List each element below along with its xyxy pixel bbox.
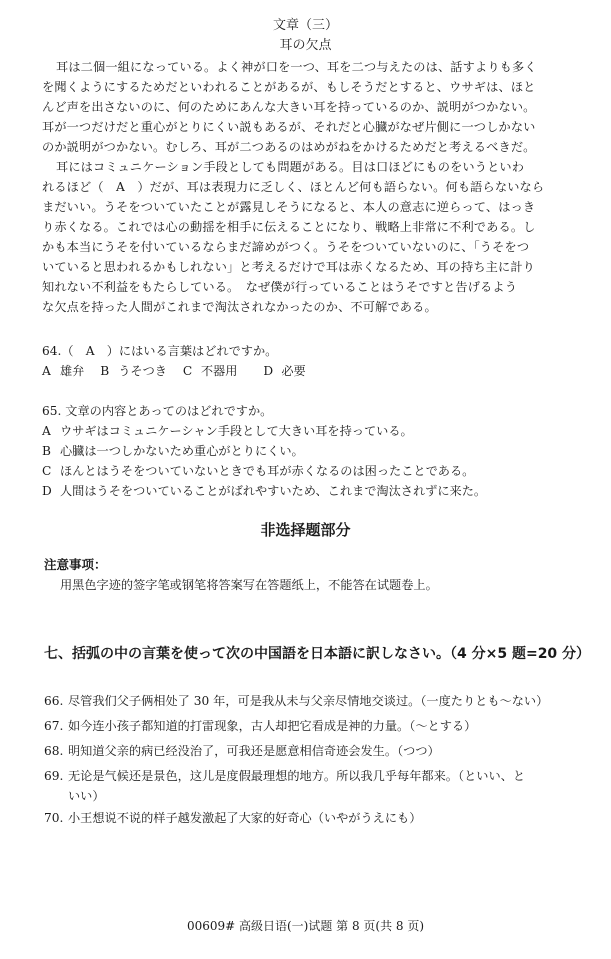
notice-label: 注意事项： — [44, 557, 107, 572]
option-c: C 不器用 — [182, 364, 238, 378]
question-65-option-a: A ウサギはコミュニケーシャン手段として大きい耳を持っている。 — [42, 424, 413, 438]
passage-line: かも本当にうそを付いているならまだ諦めがつく。うそをついていないのに、「うそをつ — [42, 240, 530, 254]
passage-header: 文章（三） — [272, 18, 338, 33]
question-69-continued: いい） — [68, 789, 105, 803]
passage-line: 耳が一つだけだと重心がとりにくい説もあるが、それだと心臓がなぜ片側に一つしかない — [42, 120, 536, 134]
question-70: 70. 小王想说不说的样子越发激起了大家的好奇心（いやがうえにも） — [44, 811, 422, 825]
option-b: B うそつき — [100, 364, 167, 378]
passage-line: のか説明がつかない。むしろ、耳が二つあるのはめがねをかけるためだと考えるべきだ。 — [42, 140, 536, 154]
part7-heading: 七、括弧の中の言葉を使って次の中国語を日本語に訳しなさい。（4 分×5 题=20 分） — [44, 646, 591, 662]
question-65-option-c: C ほんとはうそをついていないときでも耳が赤くなるのは困ったことである。 — [42, 464, 475, 478]
question-64-stem: 64.（ A ）にはいる言葉はどれですか。 — [42, 344, 278, 358]
question-69: 69. 无论是气候还是景色，这儿是度假最理想的地方。所以我几乎每年都来。（といい、と — [44, 769, 526, 783]
page-footer: 00609# 高级日语(一)试题 第 8 页(共 8 页) — [186, 919, 425, 933]
question-65-option-b: B 心臓は一つしかないため重心がとりにくい。 — [42, 444, 304, 458]
notice-text: 用黑色字迹的签字笔或钢笔将答案写在答题纸上，不能答在试题卷上。 — [60, 578, 438, 592]
passage-line: り赤くなる。これでは心の動揺を相手に伝えることになり、戦略上非常に不利である。し — [42, 220, 536, 234]
passage-line: 耳は二個一組になっている。よく神が口を一つ、耳を二つ与えたのは、話すよりも多く — [56, 60, 537, 74]
option-a: A 雄弁 — [42, 364, 85, 378]
question-64-options — [42, 362, 312, 380]
question-67: 67. 如今连小孩子都知道的打雷现象，古人却把它看成是神的力量。（～とする） — [44, 719, 477, 733]
question-66: 66. 尽管我们父子俩相处了 30 年，可是我从未与父亲尽情地交谈过。（一度たりとも～ない） — [44, 694, 549, 708]
passage-line: んど声を出さないのに、何のためにあんな大きい耳を持っているのか、説明がつかない。 — [42, 100, 536, 114]
section-heading: 非选择题部分 — [260, 521, 351, 539]
passage-line: な欠点を持った人間がこれまで淘汰されなかったのか、不可解である。 — [42, 300, 437, 314]
question-65-option-d: D 人間はうそをついていることがばれやすいため、これまで淘汰されずに来た。 — [42, 484, 487, 498]
passage-title: 耳の欠点 — [279, 38, 332, 53]
passage-line: まだいい。うそをついていたことが露見しそうになると、本人の意志に逆らって、はっき — [42, 200, 536, 214]
question-65-stem: 65. 文章の内容とあってのはどれですか。 — [42, 404, 273, 418]
passage-line: いていると思われるかもしれない」と考えるだけで耳は赤くなるため、耳の持ち主に計り — [42, 260, 536, 274]
question-68: 68. 明知道父亲的病已经没治了，可我还是愿意相信奇迹会发生。（つつ） — [44, 744, 440, 758]
passage-line: を聞くようにするためだといわれることがあるが、もしそうだとすると、ウサギは、ほと — [42, 80, 536, 94]
passage-line: れるほど（ A ）だが、耳は表現力に乏しく、ほとんど何も語らない。何も語らないなら — [42, 180, 545, 194]
passage-line: 知れない不利益をもたらしている。 なぜ僕が行っていることはうそですと告げるよう — [42, 280, 518, 294]
passage-line: 耳にはコミュニケーション手段としても問題がある。目は口ほどにものをいうといわ — [56, 160, 525, 174]
option-d: D 必要 — [263, 364, 306, 378]
